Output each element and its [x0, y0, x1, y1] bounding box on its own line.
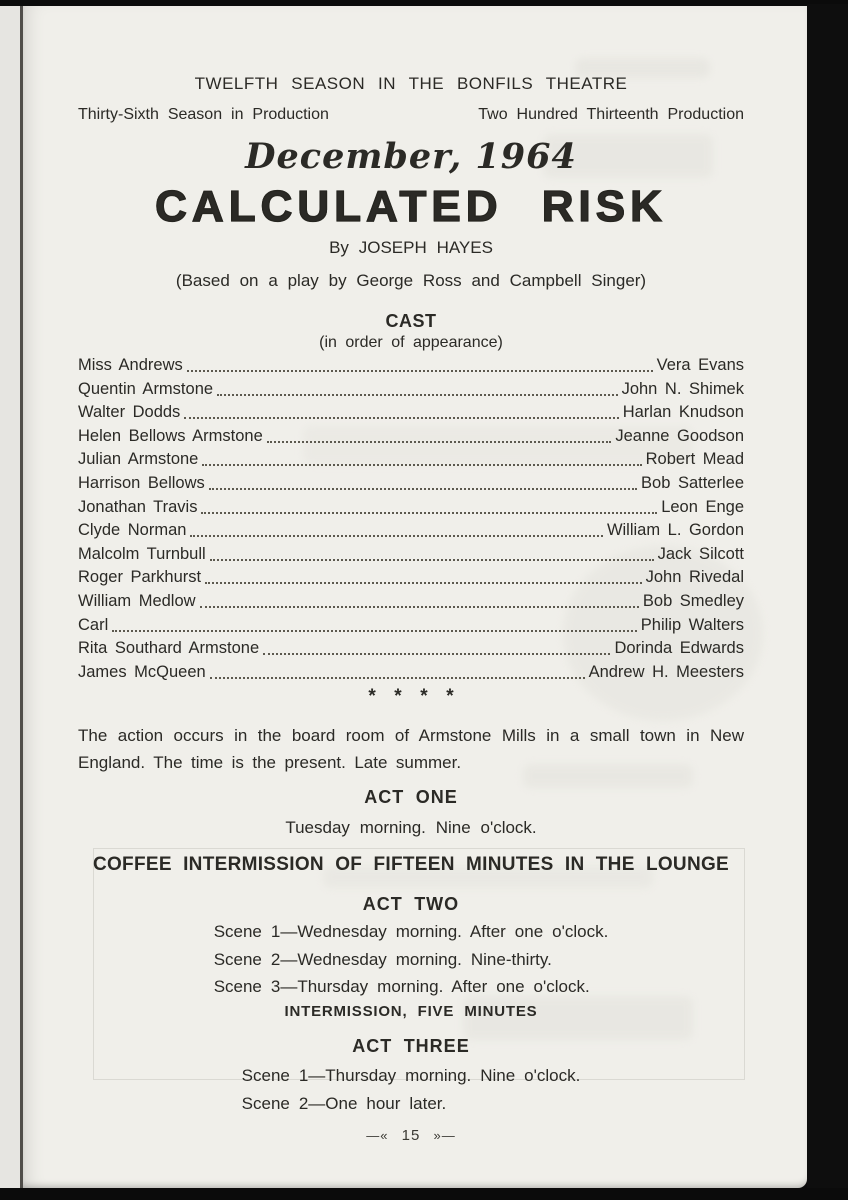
intermission-notice: INTERMISSION, FIVE MINUTES — [284, 1003, 538, 1020]
dot-leader — [263, 639, 610, 655]
dot-leader — [202, 450, 641, 466]
scene-line: Scene 1—Wednesday morning. After one o'clock. — [213, 922, 609, 941]
footer-ornament-right: »— — [433, 1128, 456, 1143]
cast-actor: Bob Smedley — [642, 591, 744, 610]
cast-row — [78, 545, 744, 569]
act-two-heading: ACT TWO — [362, 894, 460, 914]
cast-actor: Jeanne Goodson — [615, 426, 744, 445]
scene-lines — [242, 1062, 581, 1117]
cast-actor: Dorinda Edwards — [614, 639, 744, 658]
cast-actor: Philip Walters — [640, 615, 744, 634]
footer-ornament-left: —« — [366, 1128, 389, 1143]
cast-role: Clyde Norman — [78, 521, 187, 540]
dot-leader — [267, 427, 612, 443]
season-line: TWELFTH SEASON IN THE BONFILS THEATRE — [194, 74, 628, 93]
cast-row — [78, 427, 744, 451]
cast-actor: Andrew H. Meesters — [588, 662, 744, 681]
cast-role: Rita Southard Armstone — [78, 639, 260, 658]
dot-leader — [210, 545, 654, 561]
cast-row — [78, 474, 744, 498]
cast-role: Harrison Bellows — [78, 473, 205, 492]
coffee-intermission-notice: COFFEE INTERMISSION OF FIFTEEN MINUTES IN THE LOUNGE — [92, 854, 730, 875]
cast-role: Roger Parkhurst — [78, 568, 202, 587]
cast-list — [78, 356, 744, 686]
cast-role: Julian Armstone — [78, 450, 199, 469]
cast-actor: Vera Evans — [656, 356, 744, 374]
scene-line: Scene 3—Thursday morning. After one o'clock. — [213, 977, 590, 996]
dot-leader — [201, 498, 657, 514]
cast-role: Miss Andrews — [78, 356, 183, 374]
cast-role: Helen Bellows Armstone — [78, 426, 263, 445]
scene-lines — [214, 918, 609, 1001]
scan-border-right — [807, 4, 848, 1200]
cast-row — [78, 616, 744, 640]
cast-actor: Harlan Knudson — [622, 403, 744, 422]
act-three-scenes — [78, 1062, 744, 1117]
production-number: Two Hundred Thirteenth Production — [478, 106, 744, 123]
cast-row — [78, 403, 744, 427]
dot-leader — [187, 356, 653, 372]
dot-leader — [209, 474, 637, 490]
cast-row — [78, 380, 744, 404]
act-one-heading: ACT ONE — [364, 787, 458, 807]
cast-row — [78, 663, 744, 687]
cast-row — [78, 450, 744, 474]
page-number: 15 — [401, 1127, 421, 1144]
cast-row — [78, 521, 744, 545]
dot-leader — [112, 616, 637, 632]
cast-actor: Jack Silcott — [657, 544, 744, 563]
scene-line: Scene 2—Wednesday morning. Nine-thirty. — [213, 949, 552, 969]
show-date: December, 1964 — [245, 136, 577, 177]
act-one-time: Tuesday morning. Nine o'clock. — [285, 818, 537, 837]
cast-actor: William L. Gordon — [606, 521, 744, 540]
cast-actor: John Rivedal — [645, 568, 744, 587]
cast-actor: Robert Mead — [645, 450, 744, 469]
scene-line: Scene 2—One hour later. — [241, 1093, 447, 1113]
setting-paragraph: The action occurs in the board room of Armstone Mills in a small town in New England. The time is the present. Late summer. — [78, 726, 744, 772]
act-three-heading: ACT THREE — [352, 1036, 470, 1056]
cast-role: Carl — [78, 615, 109, 634]
cast-row — [78, 639, 744, 663]
cast-role: Malcolm Turnbull — [78, 544, 206, 563]
cast-role: Jonathan Travis — [78, 497, 198, 516]
cast-heading: CAST — [385, 311, 437, 331]
dot-leader — [200, 592, 639, 608]
program-page — [23, 6, 807, 1188]
production-sublines — [78, 106, 744, 124]
author-byline: By JOSEPH HAYES — [329, 238, 493, 257]
scene-line: Scene 1—Thursday morning. Nine o'clock. — [241, 1066, 581, 1085]
page-gutter-edge — [20, 6, 23, 1188]
cast-row — [78, 568, 744, 592]
scan-border-top — [0, 0, 848, 6]
cast-role: James McQueen — [78, 662, 206, 681]
based-on-credit: (Based on a play by George Ross and Campbell Singer) — [175, 271, 647, 290]
cast-row — [78, 356, 744, 380]
act-two-scenes — [78, 918, 744, 1001]
asterisk-separator: * * * * — [368, 686, 454, 707]
scan-border-bottom — [0, 1188, 848, 1200]
cast-role: Walter Dodds — [78, 403, 181, 422]
dot-leader — [205, 568, 642, 584]
cast-actor: John N. Shimek — [621, 379, 744, 398]
dot-leader — [217, 380, 618, 396]
cast-row — [78, 498, 744, 522]
dot-leader — [210, 663, 585, 679]
cast-actor: Leon Enge — [661, 497, 744, 516]
dot-leader — [184, 403, 618, 419]
cast-row — [78, 592, 744, 616]
show-title: CALCULATED RISK — [155, 182, 667, 231]
cast-actor: Bob Satterlee — [641, 473, 744, 492]
season-in-production: Thirty-Sixth Season in Production — [78, 106, 329, 123]
dot-leader — [190, 521, 603, 537]
cast-subheading: (in order of appearance) — [319, 334, 503, 351]
page-number-footer — [78, 1127, 744, 1144]
scan-left-margin — [0, 6, 20, 1188]
cast-role: Quentin Armstone — [78, 379, 214, 398]
cast-role: William Medlow — [78, 591, 196, 610]
